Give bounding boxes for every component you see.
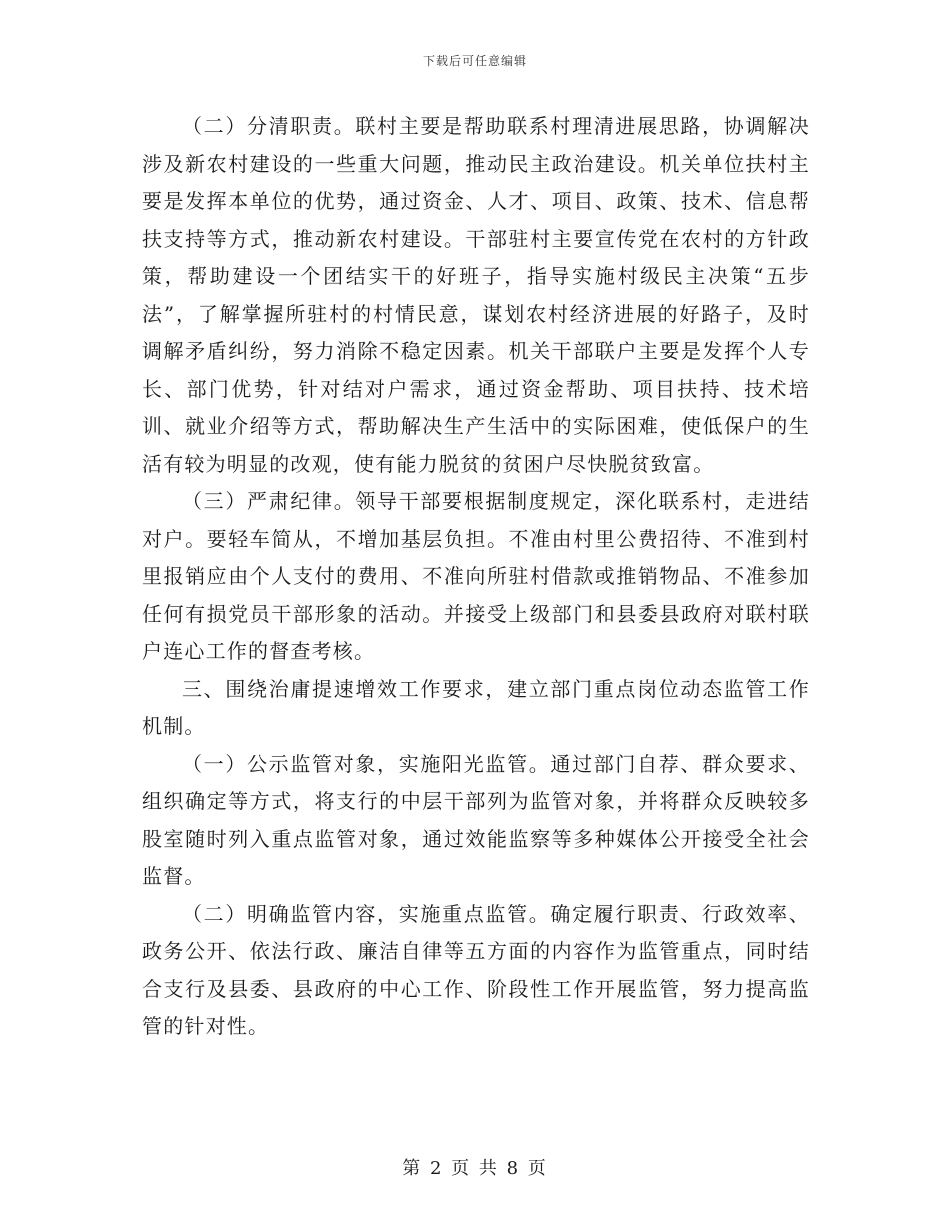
paragraph-strict-discipline: （三）严肃纪律。领导干部要根据制度规定，深化联系村，走进结对户。要轻车简从，不增加基层负担。不准由村里公费招待、不准到村里报销应由个人支付的费用、不准向所驻村借款或推销物品、不准参加任何有损党员干部形象的活动。并接受上级部门和县委县政府对联村联户连心工作的督查考核。 xyxy=(142,489,810,663)
page-number: 第 2 页 共 8 页 xyxy=(402,1158,548,1179)
paragraph-section-three-heading: 三、围绕治庸提速增效工作要求，建立部门重点岗位动态监管工作机制。 xyxy=(142,676,810,738)
document-body xyxy=(142,108,810,1046)
paragraph-publicize-supervision: （一）公示监管对象，实施阳光监管。通过部门自荐、群众要求、组织确定等方式，将支行的中层干部列为监管对象，并将群众反映较多股室随时列入重点监管对象，通过效能监察等多种媒体公开接受全社会监督。 xyxy=(142,751,810,888)
paragraph-division-of-duties: （二）分清职责。联村主要是帮助联系村理清进展思路，协调解决涉及新农村建设的一些重大问题，推动民主政治建设。机关单位扶村主要是发挥本单位的优势，通过资金、人才、项目、政策、技术、信息帮扶支持等方式，推动新农村建设。干部驻村主要宣传党在农村的方针政策，帮助建设一个团结实干的好班子，指导实施村级民主决策“五步法”，了解掌握所驻村的村情民意，谋划农村经济进展的好路子，及时调解矛盾纠纷，努力消除不稳定因素。机关干部联户主要是发挥个人专长、部门优势，针对结对户需求，通过资金帮助、项目扶持、技术培训、就业介绍等方式，帮助解决生产生活中的实际困难，使低保户的生活有较为明显的改观，使有能力脱贫的贫困户尽快脱贫致富。 xyxy=(142,114,810,476)
page-header: 下载后可任意编辑 xyxy=(422,54,527,68)
paragraph-supervision-content: （二）明确监管内容，实施重点监管。确定履行职责、行政效率、政务公开、依法行政、廉洁自律等五方面的内容作为监管重点，同时结合支行及县委、县政府的中心工作、阶段性工作开展监管，努力提高监管的针对性。 xyxy=(142,901,810,1038)
